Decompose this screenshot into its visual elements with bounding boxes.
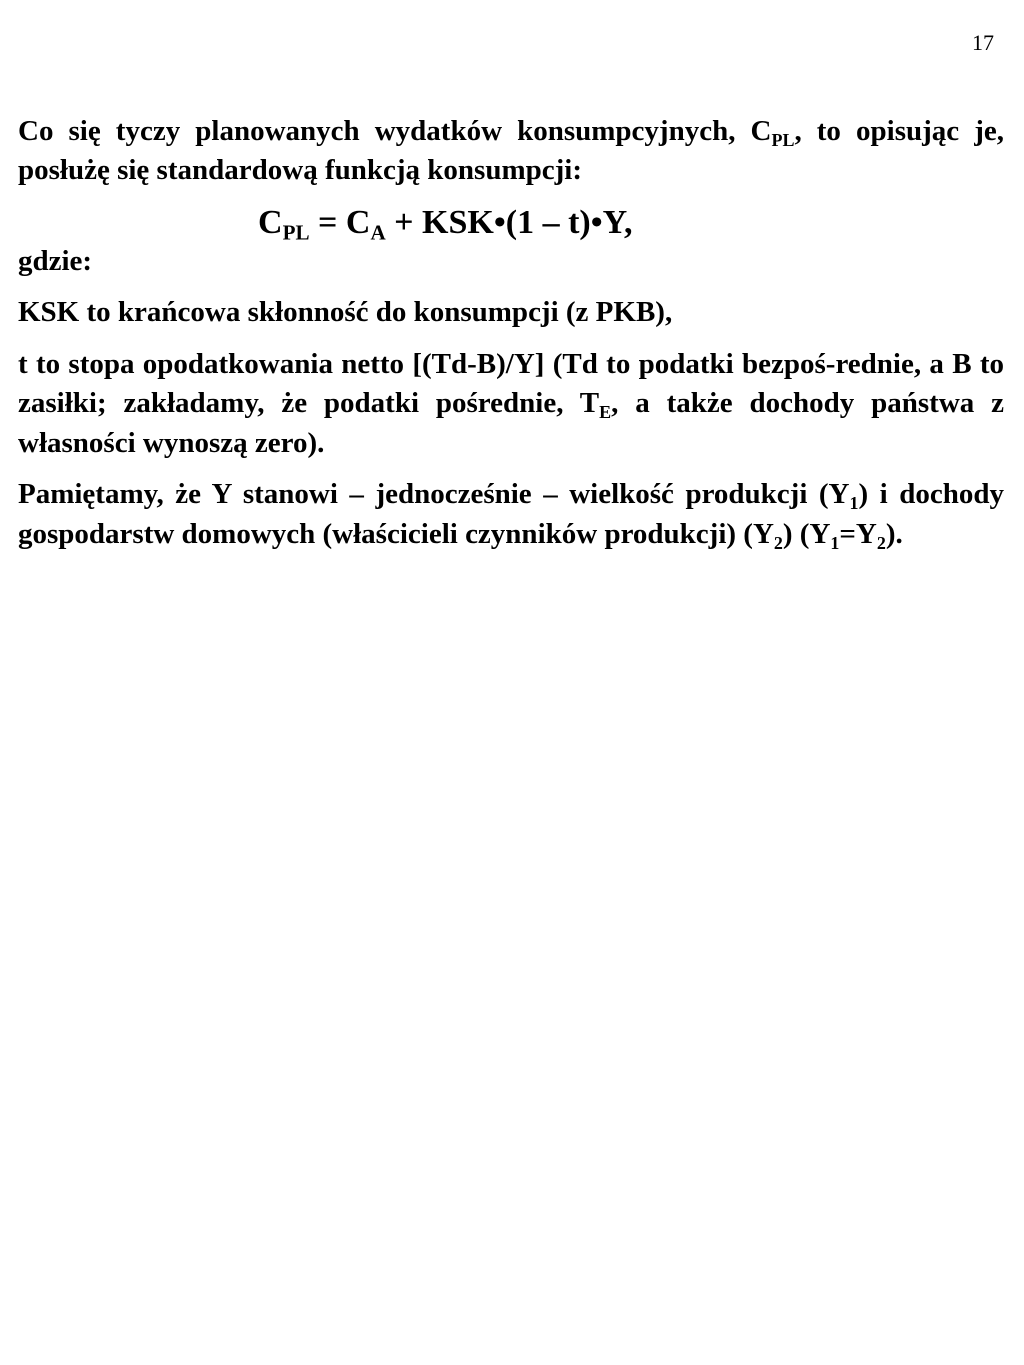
note-subscript-2: 2 [773,532,783,553]
note-part4: =Y [839,517,877,550]
note-subscript-3: 1 [830,532,840,553]
intro-paragraph [18,112,1004,191]
note-part1: Pamiętamy, że Y stanowi – jednocześnie – wielkość produkcji (Y [18,478,850,511]
note-subscript-1: 1 [849,492,859,513]
formula-eq-c: = C [309,203,371,241]
note-part2: ) i dochody gospodarstw domowych (właścicieli czynników produkcji) (Y [18,478,1004,550]
formula-subscript-pl: PL [282,220,310,245]
document-body [18,112,1004,566]
intro-subscript-pl: PL [771,129,795,150]
intro-text-after: , to opisując je, posłużę się standardową funkcją konsumpcji: [18,115,1004,187]
formula-subscript-a: A [370,220,386,245]
tax-subscript-e: E [599,402,612,423]
tax-rate-definition [18,345,1004,463]
income-note-paragraph [18,475,1004,554]
ksk-definition: KSK to krańcowa skłonność do konsumpcji (z PKB), [18,296,673,329]
note-part3: ) (Y [782,517,831,550]
tax-text-after: , a także dochody państwa z własności wynoszą zero). [18,387,1004,459]
page-number: 17 [972,30,994,55]
tax-text-before: t to stopa opodatkowania netto [(Td-B)/Y] (Td to podatki bezpoś-rednie, a B to zasiłki; zakładamy, że podatki pośrednie, T [18,347,1004,420]
gdzie-label: gdzie: [18,244,93,277]
note-part5: ). [885,517,903,550]
intro-text-before: Co się tyczy planowanych wydatków konsumpcyjnych, C [18,115,772,147]
formula-c: C [258,203,283,241]
formula-rest: + KSK•(1 – t)•Y, [385,203,633,241]
consumption-function-formula [18,203,1004,245]
note-subscript-4: 2 [876,532,886,553]
